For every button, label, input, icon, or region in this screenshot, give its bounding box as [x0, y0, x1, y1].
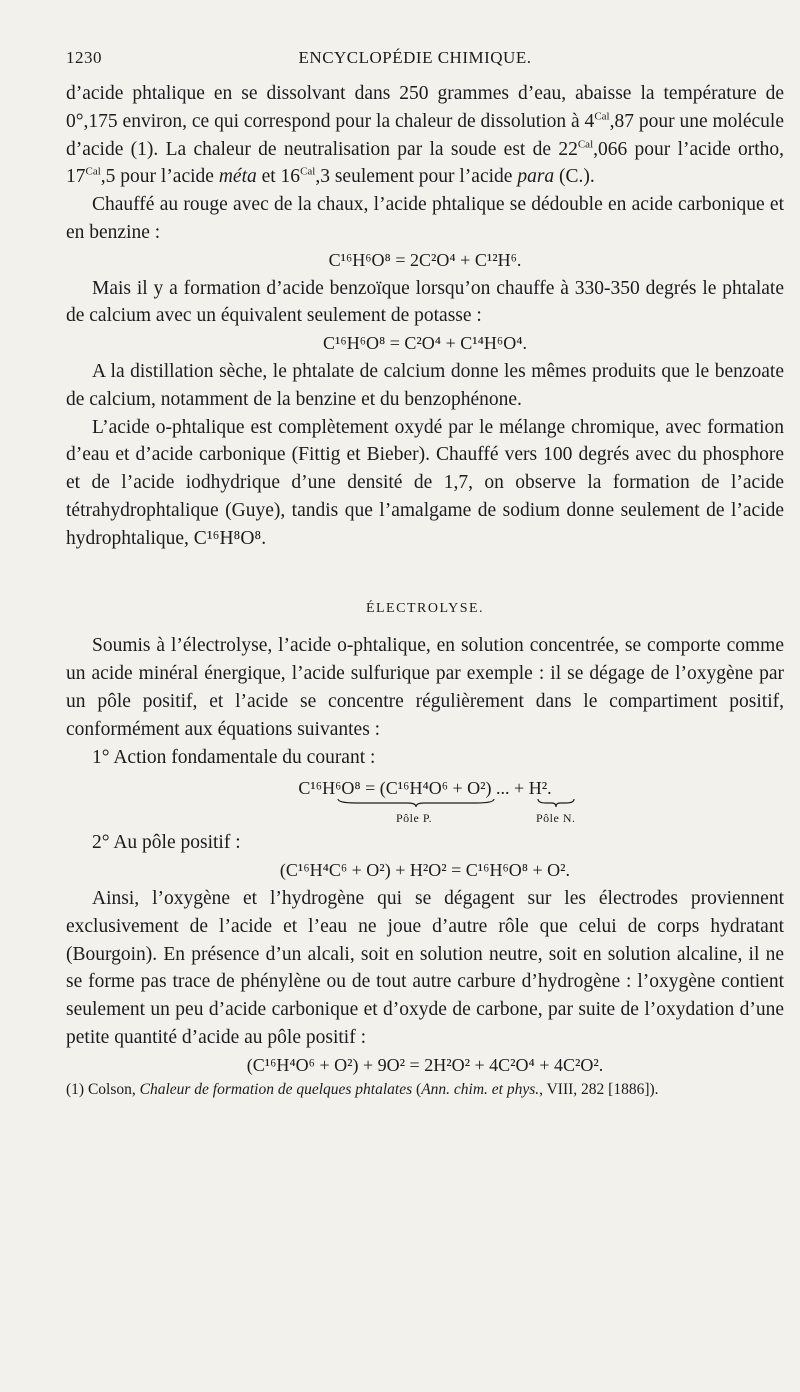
text-run: (C.). [554, 166, 595, 188]
paragraph-benzoic: Mais il y a formation d’acide benzoïque lorsqu’on chauffe à 330-350 degrés le phtalate de calcium avec un équivalent seulement de potasse : [66, 277, 784, 327]
page-number: 1230 [66, 48, 102, 67]
footnote-journal: Ann. chim. et phys. [421, 1080, 540, 1098]
formula-current-block [66, 775, 784, 829]
paragraph-oxidation: L’acide o-phtalique est complètement oxydé par le mélange chromique, avec formation d’eau et d’acide carbonique (Fittig et Bieber). Chauffé vers 100 degrés avec du phosphore et de l’acide iodhydrique d’une densité de 1,7, on observe la formation de l’acide tétrahydrophtalique (Guye), tandis que l’amalgame de sodium donne seulement de l’acide hydrophtalique, C¹⁶H⁸O⁸. [66, 416, 784, 549]
footnote-text: (1) Colson, [66, 1080, 140, 1098]
paragraph-lime: Chauffé au rouge avec de la chaux, l’acide phtalique se dédouble en acide carbonique et en benzine : [66, 194, 784, 243]
text-run: d’acide phtalique en se dissolvant dans 250 grammes d’eau, abaisse la température de 0°,175 environ, ce qui correspond pour la chaleur de dissolution à 4 [66, 83, 784, 132]
pole-positive-label: Pôle P. [396, 811, 433, 826]
page-body [66, 80, 784, 1100]
page-header [66, 48, 764, 72]
paragraph-distillation: A la distillation sèche, le phtalate de calcium donne les mêmes produits que le benzoate de calcium, notamment de la benzine et du benzophénone. [66, 360, 784, 410]
paragraph-action: 1° Action fondamentale du courant : [92, 746, 376, 768]
italic-term: méta [218, 166, 257, 188]
text-run: et 16 [256, 166, 301, 188]
paragraph-dissolution [66, 80, 784, 191]
footnote [66, 1080, 784, 1100]
paragraph-positive-pole: 2° Au pôle positif : [92, 832, 241, 854]
pole-negative-label: Pôle N. [536, 811, 576, 826]
paragraph-electrolysis: Soumis à l’électrolyse, l’acide o-phtalique, en solution concentrée, se comporte comme un acide minéral énergique, l’acide sulfurique par exemple : il se dégage de l’oxygène par un pôle positif, et l’acide se concentre régulièrement dans le compartiment positif, conformément aux équations suivantes : [66, 635, 784, 740]
unit-superscript: Cal [577, 138, 594, 151]
text-run: ,066 pour l’acide ortho, 17 [66, 138, 784, 188]
italic-term: para [517, 166, 555, 188]
paragraph-conclusion: Ainsi, l’oxygène et l’hydrogène qui se dégagent sur les électrodes proviennent exclusivement de l’acide et l’eau ne joue d’autre rôle que celui de corps hydratant (Bourgoin). En présence d’un alcali, soit en solution neutre, soit en solution alcaline, il ne se forme pas trace de phénylène ou de tout autre carbure d’hydrogène : l’oxygène contient seulement un peu d’acide carbonique et d’oxyde de carbone, par suite de l’oxydation d’une petite quantité d’acide au pôle positif : [66, 887, 784, 1048]
formula-benzoic: C¹⁶H⁶O⁸ = C²O⁴ + C¹⁴H⁶O⁴. [323, 333, 527, 354]
footnote-title: Chaleur de formation de quelques phtalates [139, 1080, 413, 1098]
unit-superscript: Cal [594, 110, 610, 123]
running-title: ENCYCLOPÉDIE CHIMIQUE. [298, 48, 532, 67]
footnote-text: ( [412, 1080, 422, 1098]
unit-superscript: Cal [85, 165, 101, 178]
footnote-text: , VIII, 282 [1886]). [539, 1080, 659, 1098]
text-run: ,5 pour l’acide [100, 166, 219, 188]
text-run: ,87 pour une molécule d’acide (1). La chaleur de neutralisation par la soude est de 22 [66, 110, 784, 160]
formula-positive-pole: (C¹⁶H⁴C⁶ + O²) + H²O² = C¹⁶H⁶O⁸ + O². [279, 860, 571, 881]
unit-superscript: Cal [300, 165, 316, 178]
formula-current: C¹⁶H⁶O⁸ = (C¹⁶H⁴O⁶ + O²) ... + H². [298, 778, 552, 799]
section-heading: ÉLECTROLYSE. [365, 600, 485, 616]
formula-alkali: (C¹⁶H⁴O⁶ + O²) + 9O² = 2H²O² + 4C²O⁴ + 4C²O². [246, 1054, 604, 1075]
text-run: ,3 seulement pour l’acide [315, 166, 518, 188]
formula-decomposition: C¹⁶H⁶O⁸ = 2C²O⁴ + C¹²H⁶. [328, 249, 522, 270]
